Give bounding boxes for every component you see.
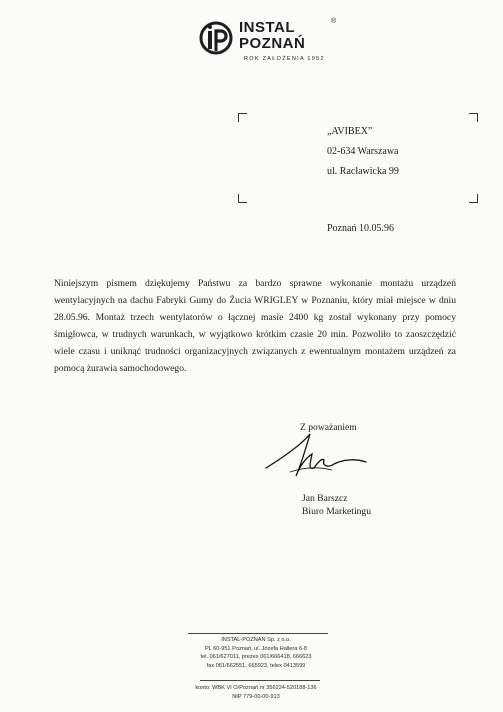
footer-divider-bottom bbox=[200, 680, 320, 681]
brand-name-line2: POZNAŃ bbox=[239, 35, 306, 52]
footer-bank bbox=[150, 684, 362, 701]
signatory-title: Biuro Marketingu bbox=[302, 506, 372, 517]
handwritten-signature bbox=[262, 428, 372, 484]
footer-divider-top bbox=[188, 633, 328, 634]
recipient-city: 02-634 Warszawa bbox=[327, 146, 399, 157]
footer-bank-account: konto: WBK VI O/Poznań nr 356224-520188-136 bbox=[195, 685, 317, 691]
company-logo bbox=[199, 18, 349, 68]
signatory-name: Jan Barszcz bbox=[302, 493, 348, 504]
address-window-corner-top-right bbox=[469, 113, 478, 122]
recipient-address bbox=[327, 122, 399, 182]
footer-fax-telex: fax 061/662551, 665923, telex 0413599 bbox=[206, 662, 306, 669]
footer-address: PL 60-951 Poznań, ul. Józefa Hallera 6-8 bbox=[204, 645, 308, 652]
address-window-corner-bottom-right bbox=[469, 194, 478, 203]
footer-nip: NIP 779-00-00-913 bbox=[232, 693, 280, 700]
footer-phones: tel. 061/627011, prezes 061/666418, 666623 bbox=[200, 654, 312, 661]
address-window-corner-bottom-left bbox=[238, 194, 247, 203]
registered-mark: ® bbox=[331, 18, 337, 25]
address-window-corner-top-left bbox=[238, 113, 247, 122]
recipient-name: „AVIBEX” bbox=[327, 126, 373, 137]
signatory bbox=[302, 492, 371, 518]
footer-contact bbox=[150, 636, 362, 670]
footer-company: INSTAL-POZNAŃ Sp. z o.o. bbox=[221, 637, 291, 643]
recipient-street: ul. Racławicka 99 bbox=[327, 166, 399, 177]
founded-year: ROK ZAŁOŻENIA 1952 bbox=[244, 56, 325, 62]
ip-monogram-icon bbox=[199, 20, 233, 56]
letter-body: Niniejszym pismem dziękujemy Państwu za bardzo sprawne wykonanie montażu urządzeń wentylacyjnych na dachu Fabryki Gumy do Żucia WRIGLEY w Poznaniu, który miał miejsce w dniu 28.05.96. Montaż trzech wentylatorów o łącznej masie 2400 kg został wykonany przy pomocy śmigłowca, w trudnych warunkach, w wyjątkowo krótkim czasie 20 min. Pozwoliło to zaoszczędzić wiele czasu i uniknąć trudności organizacyjnych związanych z ewentualnym montażem urządzeń za pomocą żurawia samochodowego. bbox=[54, 278, 456, 374]
closing-salutation: Z poważaniem bbox=[300, 422, 357, 433]
letter-date: Poznań 10.05.96 bbox=[327, 223, 394, 234]
brand-name-line1: INSTAL bbox=[239, 19, 296, 36]
